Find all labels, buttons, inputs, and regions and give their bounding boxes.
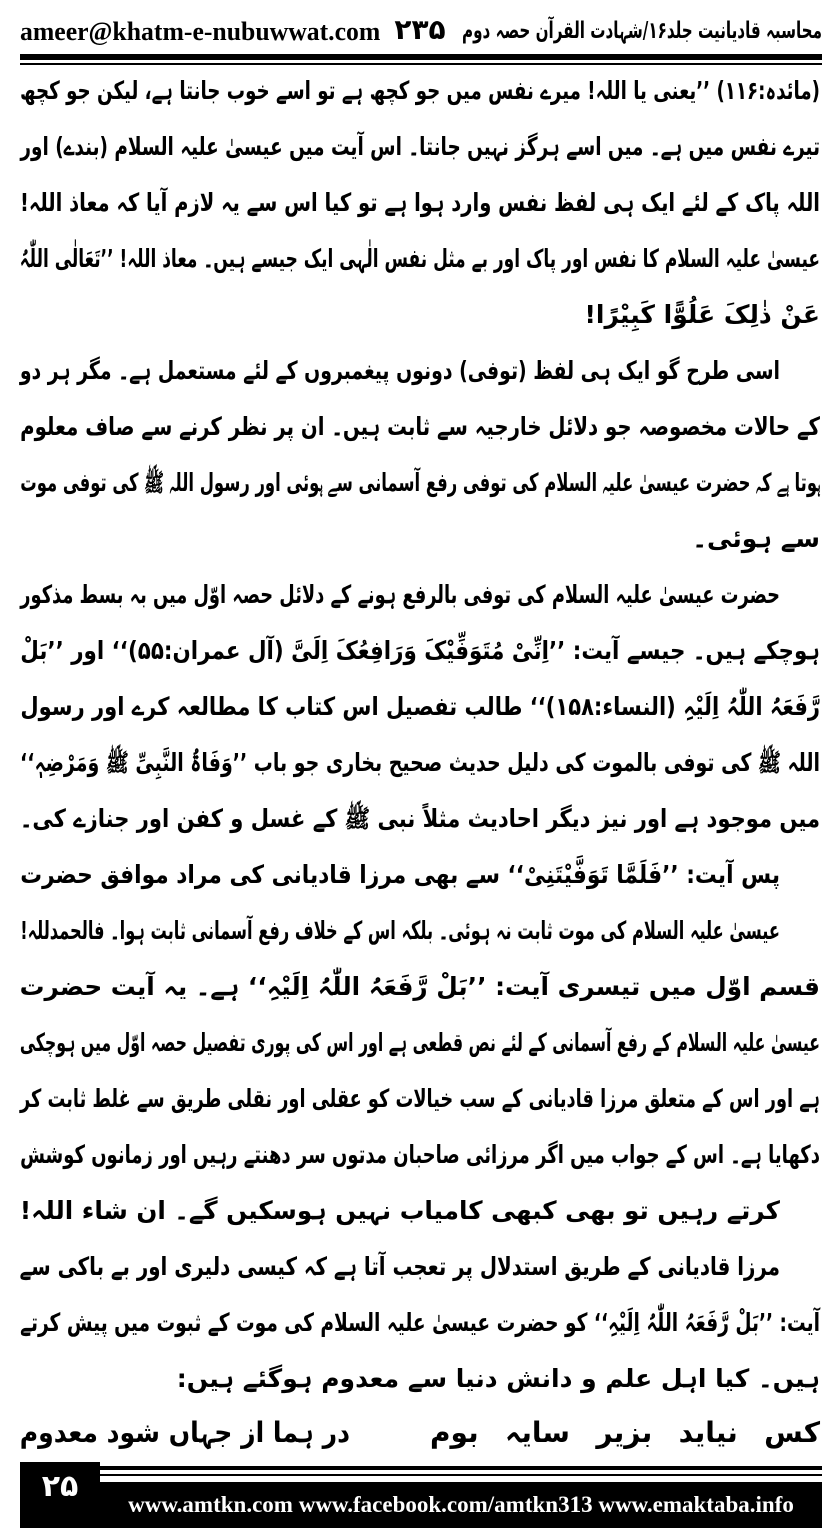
text-line: (مائدہ:۱۱۶) ’’یعنی یا اللہ! میرے نفس میں جو کچھ ہے تو اسے خوب جانتا ہے، لیکن جو کچھ xyxy=(19,76,820,105)
text-line: آیت: ’’بَلْ رَّفَعَہُ اللّٰہُ اِلَیْہِ‘‘ کو حضرت عیسیٰ علیہ السلام کی موت کے ثبوت میں پیش کرتے xyxy=(20,1308,820,1337)
header-rule-thick xyxy=(20,54,822,60)
footer-rule-thin xyxy=(100,1474,822,1476)
text-line: ہوتا ہے کہ حضرت عیسیٰ علیہ السلام کی توفی رفع آسمانی سے ہوئی اور رسول اللہ ﷺ کی توفی موت xyxy=(20,468,820,497)
footer-rule-thick xyxy=(100,1466,822,1470)
text-line: تیرے نفس میں ہے۔ میں اسے ہرگز نہیں جانتا۔ اس آیت میں عیسیٰ علیہ السلام (بندے) اور xyxy=(20,132,820,161)
verse-second-hemistich: در ہما از جہاں شود معدوم xyxy=(19,1416,350,1449)
text-line: رَّفَعَہُ اللّٰہُ اِلَیْہِ (النساء:۱۵۸)‘‘ طالب تفصیل اس کتاب کا مطالعہ کرے اور رسول xyxy=(20,692,820,721)
footer-page-number: ۲۵ xyxy=(20,1462,100,1528)
text-line: ہے اور اس کے متعلق مرزا قادیانی کے سب خیالات کو عقلی اور نقلی طریق سے غلط ثابت کر xyxy=(19,1084,820,1113)
text-line: کرتے رہیں تو بھی کبھی کامیاب نہیں ہوسکیں گے۔ ان شاء اللہ! xyxy=(19,1196,780,1225)
text-line: ہیں۔ کیا اہل علم و دانش دنیا سے معدوم ہوگئے ہیں: xyxy=(176,1364,820,1393)
text-line: دکھایا ہے۔ اس کے جواب میں اگر مرزائی صاحبان مدتوں سر دھنتے رہیں اور زمانوں کوشش xyxy=(20,1140,821,1169)
text-line: قسم اوّل میں تیسری آیت: ’’بَلْ رَّفَعَہُ اللّٰہُ اِلَیْہِ‘‘ ہے۔ یہ آیت حضرت xyxy=(19,972,821,1001)
text-line: عیسیٰ علیہ السلام کا نفس اور پاک اور بے مثل نفس الٰہی ایک جیسے ہیں۔ معاذ اللہ! ’’تَعَالٰی اللّٰہُ xyxy=(19,244,820,273)
header-rule-thin xyxy=(20,63,822,65)
paragraph-start-line: حضرت عیسیٰ علیہ السلام کی توفی بالرفع ہونے کے دلائل حصہ اوّل میں بہ بسط مذکور xyxy=(20,580,781,609)
text-line: ہوچکے ہیں۔ جیسے آیت: ’’اِنِّیْ مُتَوَفِّیْکَ وَرَافِعُکَ اِلَیَّ (آل عمران:۵۵)‘‘ اور ’’بَلْ xyxy=(20,636,820,665)
text-line: کے حالات مخصوصہ جو دلائل خارجیہ سے ثابت ہیں۔ ان پر نظر کرنے سے صاف معلوم xyxy=(20,412,821,441)
verse-first-hemistich: کس نیاید بزیر سایہ بوم xyxy=(430,1416,820,1449)
header-email: ameer@khatm-e-nubuwwat.com xyxy=(20,17,381,46)
paragraph-start-line: اسی طرح گو ایک ہی لفظ (توفی) دونوں پیغمبروں کے لئے مستعمل ہے۔ مگر ہر دو xyxy=(19,356,780,385)
paragraph-start-line: مرزا قادیانی کے طریق استدلال پر تعجب آتا ہے کہ کیسی دلیری اور بے باکی سے xyxy=(19,1252,781,1281)
text-line: عیسیٰ علیہ السلام کے رفع آسمانی کے لئے نص قطعی ہے اور اس کی پوری تفصیل حصہ اوّل میں ہوچکی xyxy=(19,1028,821,1057)
header-title: محاسبہ قادیانیت جلد۱۶/شہادت القرآن حصہ دوم xyxy=(461,18,822,44)
header-page-number: ۲۳۵ xyxy=(394,13,446,46)
text-line: اللہ ﷺ کی توفی بالموت کی دلیل حدیث صحیح بخاری جو باب ’’وَفَاۃُ النَّبِیِّ ﷺ وَمَرْضِہٖ‘‘ xyxy=(20,748,820,777)
footer-links: www.amtkn.com www.facebook.com/amtkn313 www.emaktaba.info xyxy=(100,1482,822,1528)
text-line: عَنْ ذٰلِکَ عَلُوًّا کَبِیْرًا! xyxy=(584,300,820,329)
text-line: عیسیٰ علیہ السلام کی موت ثابت نہ ہوئی۔ بلکہ اس کے خلاف رفع آسمانی ثابت ہوا۔ فالحمدللہ! xyxy=(20,916,781,945)
text-line: اللہ پاک کے لئے ایک ہی لفظ نفس وارد ہوا ہے تو کیا اس سے یہ لازم آیا کہ معاذ اللہ! xyxy=(19,188,820,217)
paragraph-start-line: پس آیت: ’’فَلَمَّا تَوَفَّیْتَنِیْ‘‘ سے بھی مرزا قادیانی کی مراد موافق حضرت xyxy=(20,860,781,889)
text-line: سے ہوئی۔ xyxy=(692,524,820,553)
text-line: میں موجود ہے اور نیز دیگر احادیث مثلاً نبی ﷺ کے غسل و کفن اور جنازے کی۔ xyxy=(19,804,820,833)
